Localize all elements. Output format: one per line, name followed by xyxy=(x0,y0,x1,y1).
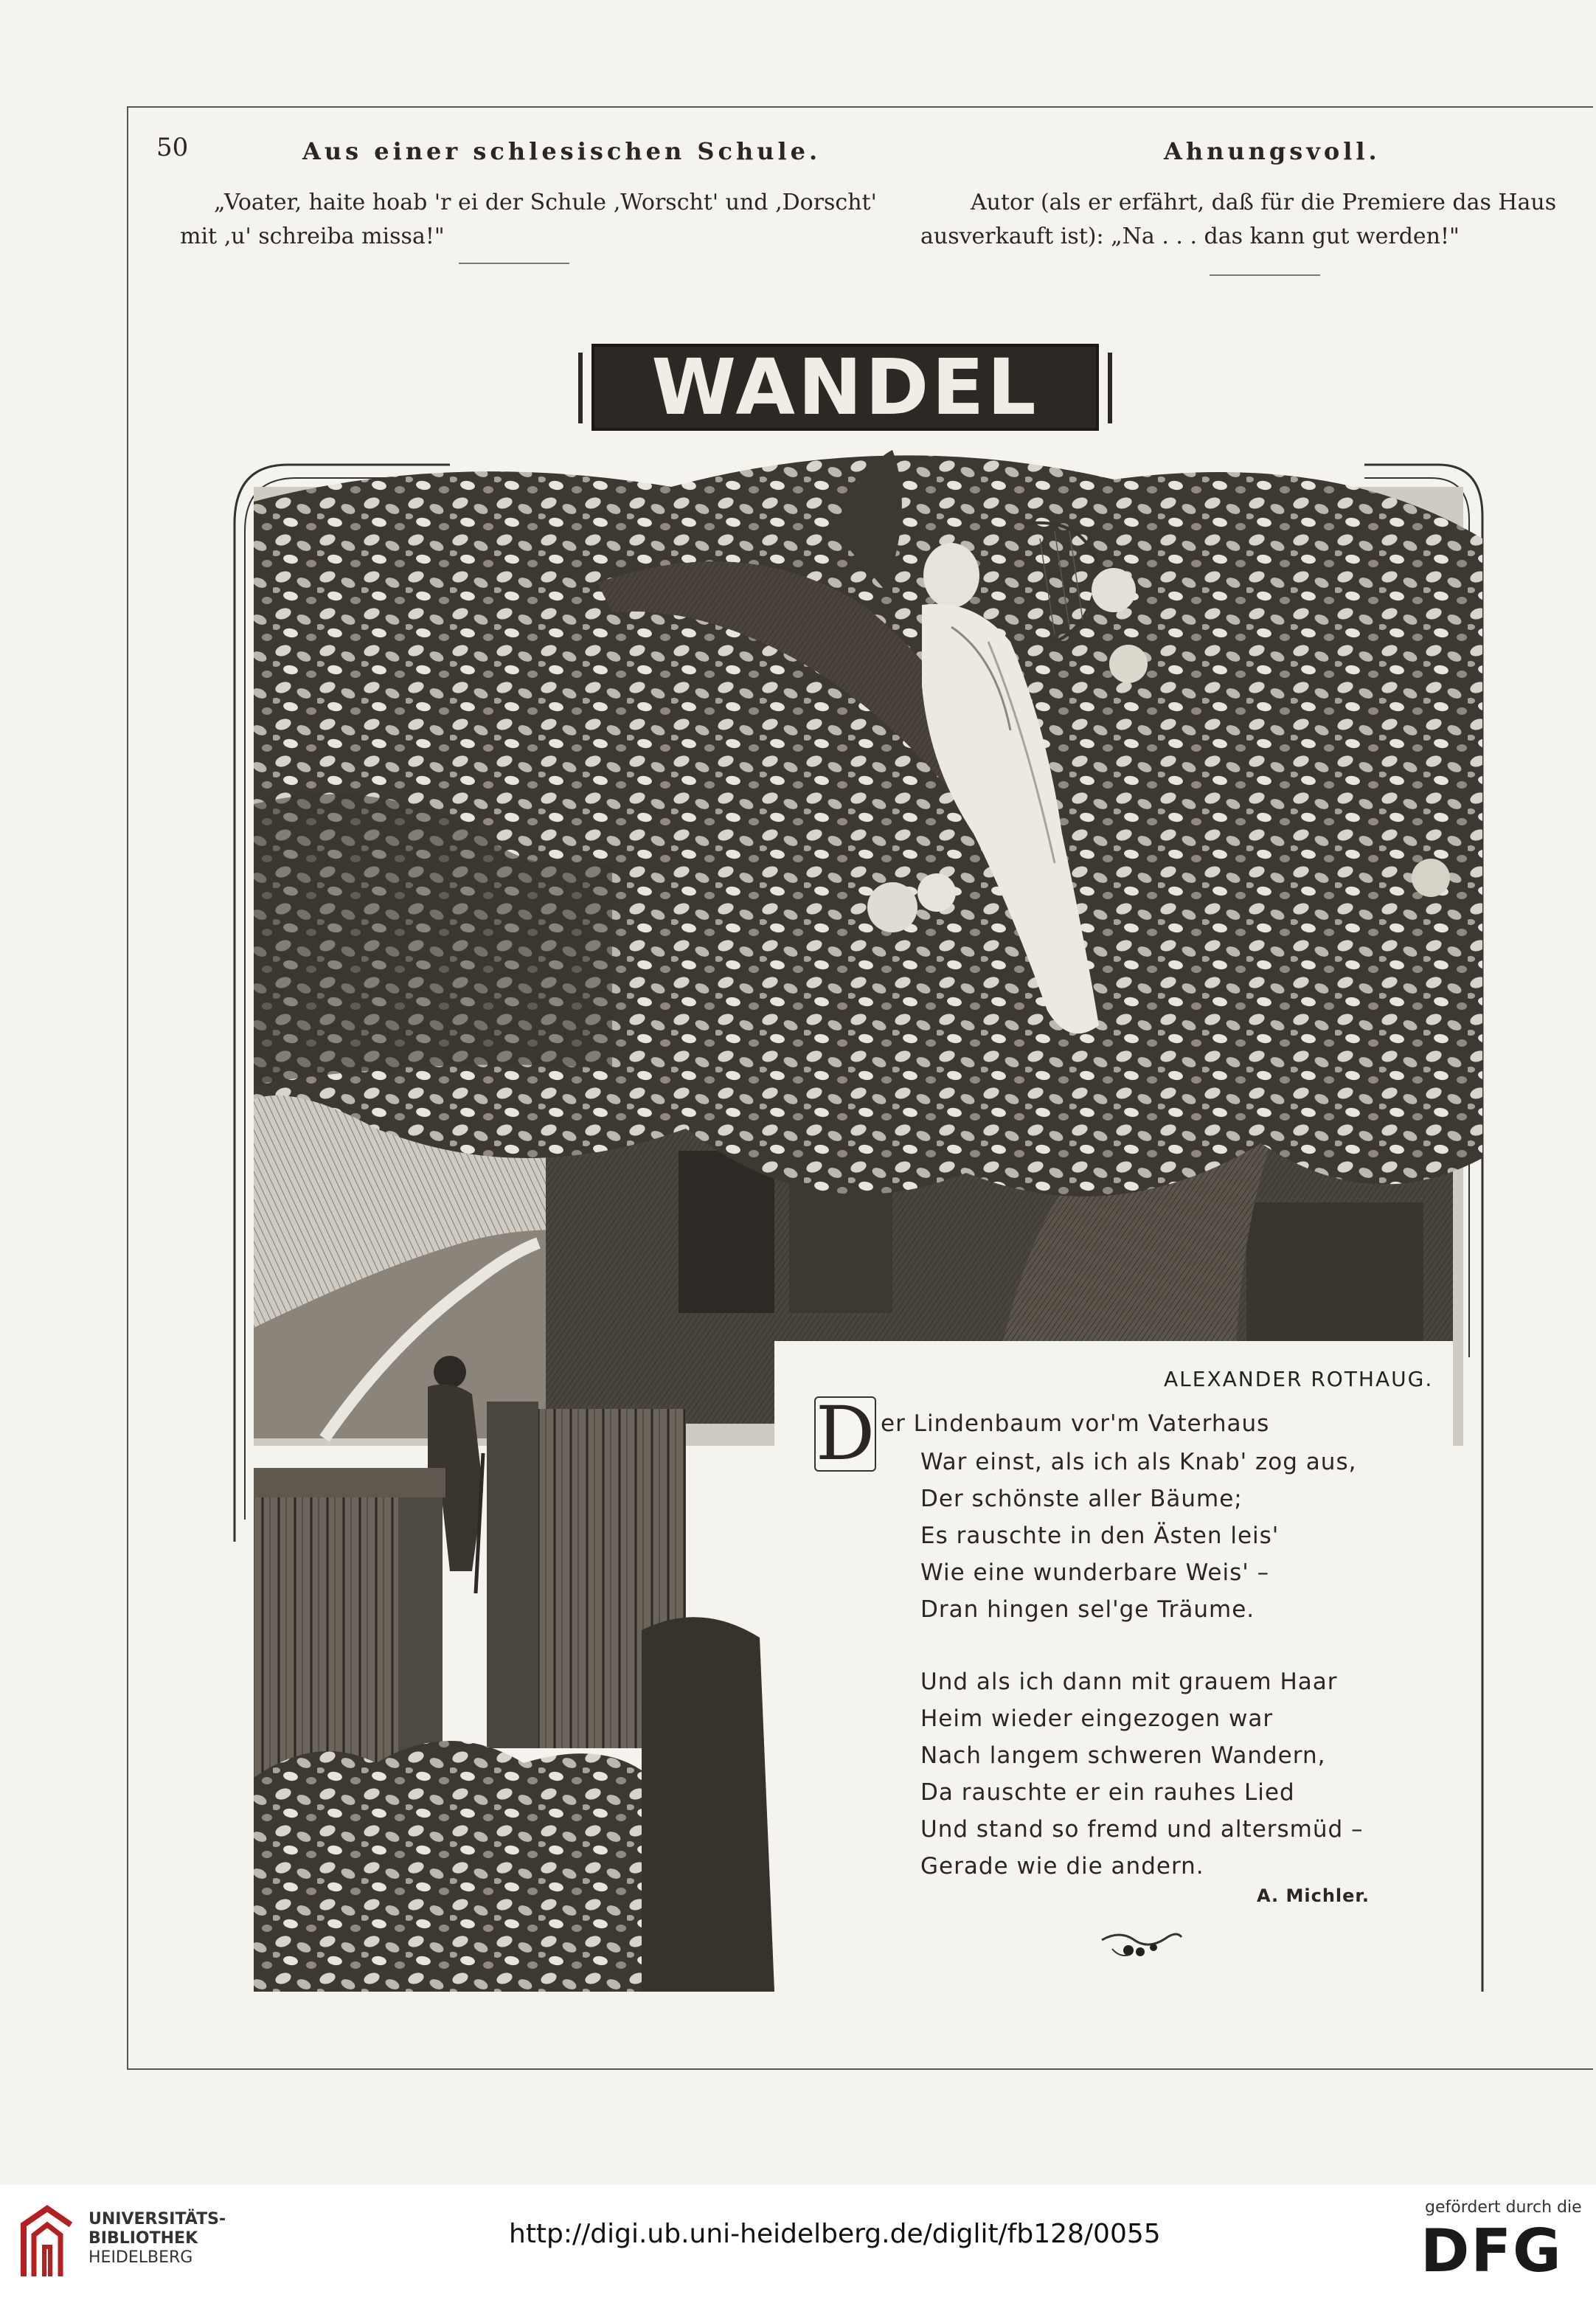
poem-line: Da rauschte er ein rauhes Lied xyxy=(920,1779,1295,1806)
library-name-line: HEIDELBERG xyxy=(89,2248,193,2267)
poem-line: Dran hingen sel'ge Träume. xyxy=(920,1596,1255,1623)
poem-line: Es rauschte in den Ästen leis' xyxy=(920,1523,1280,1549)
poem-line: Heim wieder eingezogen war xyxy=(920,1705,1274,1732)
dfg-logo: DFG xyxy=(1420,2217,1563,2285)
right-joke-rule xyxy=(1210,274,1320,276)
poem-line: Wie eine wunderbare Weis' – xyxy=(920,1559,1270,1586)
university-library-logo-icon xyxy=(16,2203,78,2284)
page-number: 50 xyxy=(156,133,189,162)
title-side-bar-left xyxy=(578,353,583,423)
title-banner xyxy=(591,344,1099,431)
left-joke-line-2: mit ‚u' schreiba missa!" xyxy=(180,224,445,249)
library-name-line: UNIVERSITÄTS- xyxy=(89,2210,226,2228)
poem-line: Nach langem schweren Wandern, xyxy=(920,1742,1326,1769)
right-column-title: Ahnungsvoll. xyxy=(1164,137,1381,165)
library-name xyxy=(89,2210,226,2268)
artist-signature: ALEXANDER ROTHAUG. xyxy=(1164,1367,1434,1391)
poem-line: Und als ich dann mit grauem Haar xyxy=(920,1669,1338,1695)
page-title: WANDEL xyxy=(651,342,1039,432)
poem-line: er Lindenbaum vor'm Vaterhaus xyxy=(881,1410,1270,1437)
poem-author: A. Michler. xyxy=(1257,1885,1370,1906)
library-name-line: BIBLIOTHEK xyxy=(89,2229,198,2248)
left-joke-rule xyxy=(459,263,569,264)
left-joke-line-1: „Voater, haite hoab 'r ei der Schule ‚Worscht' und ‚Dorscht' xyxy=(214,190,877,215)
ornament-vignette-icon xyxy=(1097,1925,1186,1962)
funding-text: gefördert durch die xyxy=(1425,2198,1582,2217)
poem-line: Gerade wie die andern. xyxy=(920,1853,1204,1880)
right-joke-line-1: Autor (als er erfährt, daß für die Premiere das Haus xyxy=(971,190,1557,215)
poem-line: War einst, als ich als Knab' zog aus, xyxy=(920,1449,1357,1475)
title-side-bar-right xyxy=(1108,353,1112,423)
source-url-link[interactable]: http://digi.ub.uni-heidelberg.de/diglit/fb128/0055 xyxy=(509,2219,1161,2249)
poem-line: Und stand so fremd und altersmüd – xyxy=(920,1816,1364,1843)
poem-line: Der schönste aller Bäume; xyxy=(920,1486,1243,1512)
poem-dropcap: D xyxy=(816,1390,875,1477)
left-column-title: Aus einer schlesischen Schule. xyxy=(302,137,822,165)
right-joke-line-2: ausverkauft ist): „Na . . . das kann gut werden!" xyxy=(920,224,1460,249)
